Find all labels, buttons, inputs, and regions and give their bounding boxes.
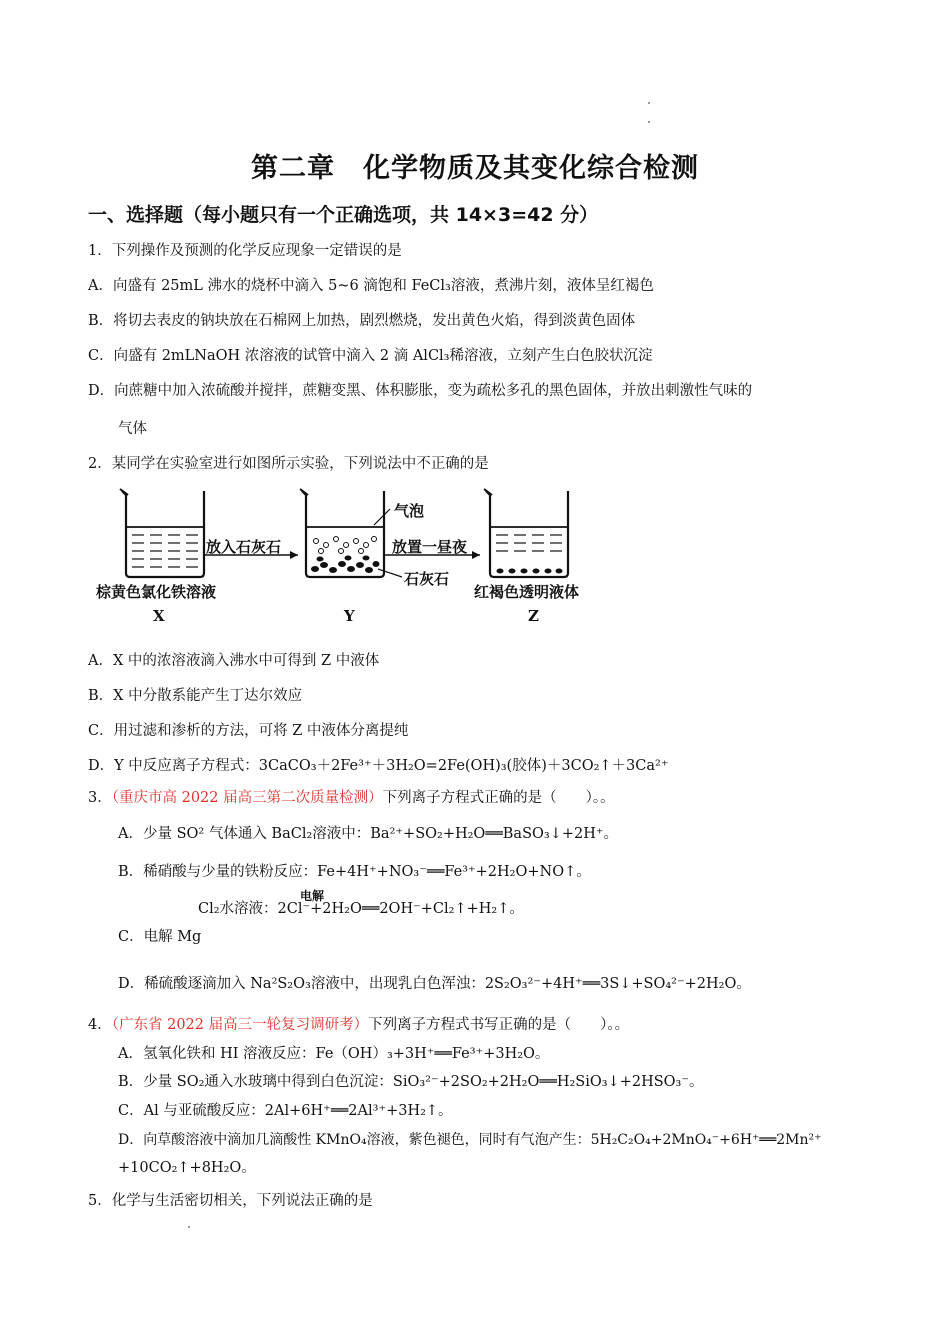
margin-mark (648, 102, 650, 104)
q3-option-d: D．稀硫酸逐滴加入 Na²S₂O₃溶液中，出现乳白色浑浊：2S₂O₃²⁻+4H⁺══3S↓+SO₄²⁻+2H₂O。 (118, 976, 751, 992)
beaker-y (300, 489, 402, 577)
q1-option-c: C．向盛有 2mLNaOH 浓溶液的试管中滴入 2 滴 AlCl₃稀溶液，立刻产生白色胶状沉淀 (88, 348, 653, 364)
q1-option-b: B．将切去表皮的钠块放在石棉网上加热，剧烈燃烧，发出黄色火焰，得到淡黄色固体 (88, 313, 636, 329)
q1-stem: 1．下列操作及预测的化学反应现象一定错误的是 (88, 243, 402, 259)
q4-option-a: A．氢氧化铁和 HI 溶液反应：Fe（OH）₃+3H⁺══Fe³⁺+3H₂O。 (118, 1046, 550, 1062)
q1-option-a: A．向盛有 25mL 沸水的烧杯中滴入 5~6 滴饱和 FeCl₃溶液，煮沸片刻，液体呈红褐色 (88, 278, 654, 294)
q2-option-b: B．X 中分散系能产生丁达尔效应 (88, 688, 303, 704)
bubble-label: 气泡 (394, 502, 425, 520)
q1-option-d: D．向蔗糖中加入浓硫酸并搅拌，蔗糖变黑、体积膨胀，变为疏松多孔的黑色固体，并放出刺激性气味的 (88, 383, 753, 399)
x-description: 棕黄色氯化铁溶液 (96, 583, 217, 601)
q4-option-c: C．Al 与亚硫酸反应：2Al+6H⁺══2Al³⁺+3H₂↑。 (118, 1103, 453, 1119)
q4-stem-line (88, 1015, 629, 1035)
label-x: X (153, 607, 165, 625)
q4-option-d: D．向草酸溶液中滴加几滴酸性 KMnO₄溶液，紫色褪色，同时有气泡产生：5H₂C₂O₄+2MnO₄⁻+6H⁺══2Mn²⁺ (118, 1132, 822, 1148)
arrow-2-label: 放置一昼夜 (392, 538, 468, 556)
label-z: Z (528, 607, 539, 625)
q4-stem: 下列离子方程式书写正确的是（ ）。。 (368, 1017, 630, 1033)
q4-number: 4． (88, 1017, 112, 1033)
page-title: 第二章 化学物质及其变化综合检测 (251, 153, 699, 184)
q3-electrolysis-condition: 电解 (300, 889, 325, 903)
q3-option-b: B．稀硝酸与少量的铁粉反应：Fe+4H⁺+NO₃⁻══Fe³⁺+2H₂O+NO↑。 (118, 864, 591, 880)
q3-option-c: C．电解 Mg (118, 929, 202, 945)
q3-option-c-equation: Cl₂水溶液：2Cl⁻+2H₂O══2OH⁻+Cl₂↑+H₂↑。 (198, 901, 524, 917)
q4-source: （广东省 2022 届高三一轮复习调研考） (111, 1017, 369, 1033)
margin-mark (648, 121, 650, 123)
section-heading: 一、选择题（每小题只有一个正确选项，共 14×3=42 分） (88, 204, 599, 226)
limestone-label: 石灰石 (404, 570, 450, 588)
q4-option-d-cont: +10CO₂↑+8H₂O。 (118, 1160, 256, 1176)
q2-option-d: D．Y 中反应离子方程式：3CaCO₃＋2Fe³⁺＋3H₂O=2Fe(OH)₃(胶体)＋3CO₂↑＋3Ca²⁺ (88, 758, 669, 774)
q1-option-d-cont: 气体 (118, 421, 147, 437)
beaker-z (484, 489, 568, 577)
q3-number: 3． (88, 790, 112, 806)
z-description: 红褐色透明液体 (474, 583, 580, 601)
arrow-1-label: 放入石灰石 (206, 538, 282, 556)
q2-stem: 2．某同学在实验室进行如图所示实验，下列说法中不正确的是 (88, 456, 489, 472)
q3-option-a: A．少量 SO² 气体通入 BaCl₂溶液中：Ba²⁺+SO₂+H₂O══BaSO₃↓+2H⁺。 (118, 826, 619, 842)
q4-option-b: B．少量 SO₂通入水玻璃中得到白色沉淀：SiO₃²⁻+2SO₂+2H₂O══H₂SiO₃↓+2HSO₃⁻。 (118, 1074, 704, 1090)
q3-source: （重庆市高 2022 届高三第二次质量检测） (111, 790, 383, 806)
q2-option-c: C．用过滤和渗析的方法，可将 Z 中液体分离提纯 (88, 723, 409, 739)
q2-option-a: A．X 中的浓溶液滴入沸水中可得到 Z 中液体 (88, 653, 380, 669)
q3-stem: 下列离子方程式正确的是（ ）。。 (382, 790, 615, 806)
q3-stem-line (88, 788, 615, 808)
q5-stem: 5．化学与生活密切相关，下列说法正确的是 (88, 1193, 373, 1209)
beaker-x (120, 489, 204, 577)
label-y: Y (344, 607, 355, 625)
margin-mark (188, 1226, 190, 1228)
